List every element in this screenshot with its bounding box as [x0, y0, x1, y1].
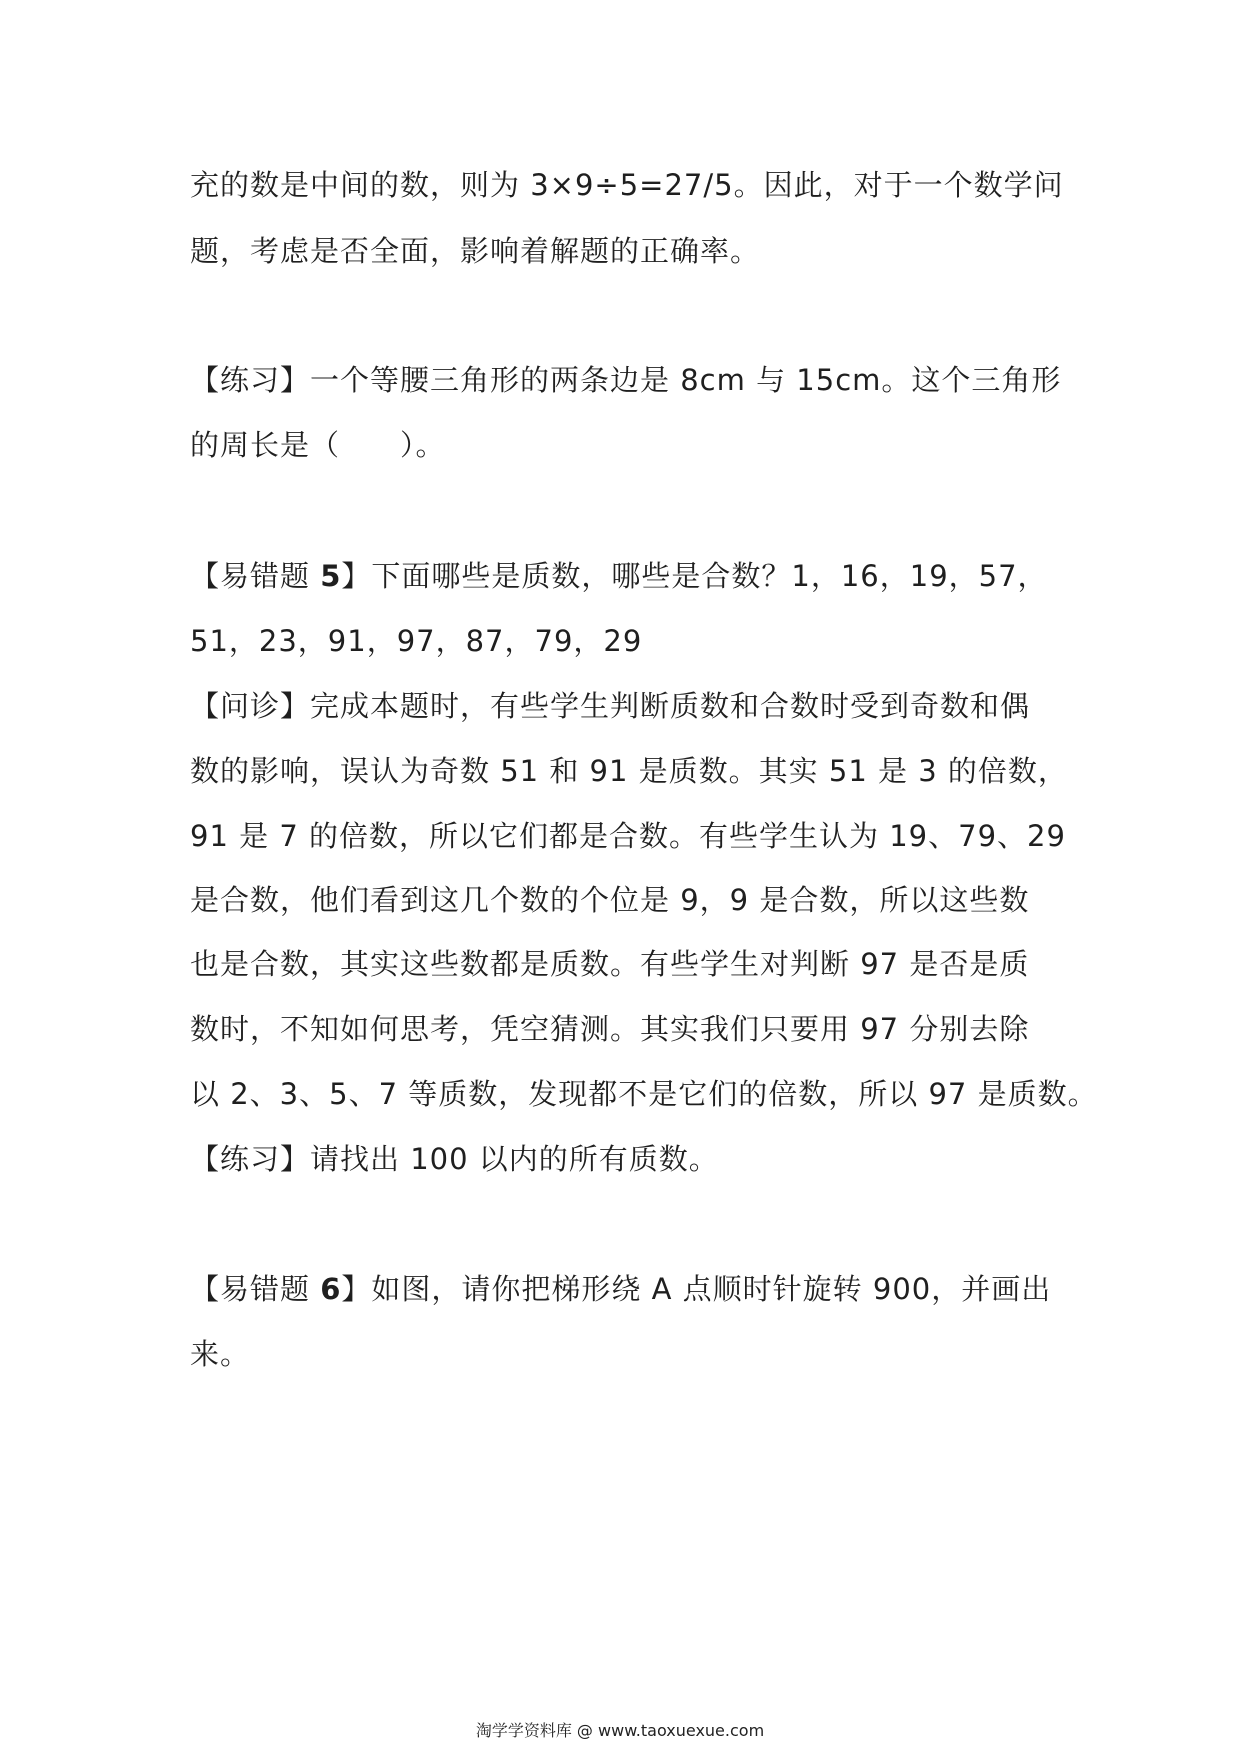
practice-1-line-2: 的周长是（ ）。	[190, 428, 446, 462]
practice-2-line-1: 【练习】请找出 100 以内的所有质数。	[190, 1142, 719, 1176]
paragraph-1-line-1: 充的数是中间的数，则为 3×9÷5=27/5。因此，对于一个数学问	[190, 168, 1064, 202]
diagnosis-line-5: 也是合数，其实这些数都是质数。有些学生对判断 97 是否是质	[190, 947, 1030, 981]
diagnosis-line-4: 是合数，他们看到这几个数的个位是 9，9 是合数，所以这些数	[190, 883, 1030, 917]
diagnosis-line-1: 【问诊】完成本题时，有些学生判断质数和合数时受到奇数和偶	[190, 689, 1031, 723]
diagnosis-line-2: 数的影响，误认为奇数 51 和 91 是质数。其实 51 是 3 的倍数，	[190, 754, 1068, 788]
error-question-6-line-1	[190, 1269, 1051, 1309]
paragraph-1-line-2: 题，考虑是否全面，影响着解题的正确率。	[190, 234, 761, 268]
practice-1-line-1: 【练习】一个等腰三角形的两条边是 8cm 与 15cm。这个三角形	[190, 363, 1062, 397]
error-question-5-prefix: 【易错题	[190, 559, 321, 593]
footer-watermark: 淘学学资料库 @ www.taoxuexue.com	[475, 1721, 765, 1740]
diagnosis-line-6: 数时，不知如何思考，凭空猜测。其实我们只要用 97 分别去除	[190, 1012, 1030, 1046]
error-question-6-prefix: 【易错题	[190, 1272, 321, 1306]
error-question-6-text: 】如图，请你把梯形绕 A 点顺时针旋转 900，并画出	[341, 1272, 1052, 1306]
error-question-5-line-2: 51，23，91，97，87，79，29	[190, 624, 643, 658]
diagnosis-line-7: 以 2、3、5、7 等质数，发现都不是它们的倍数，所以 97 是质数。	[190, 1077, 1098, 1111]
error-question-5-line-1	[190, 556, 1048, 596]
error-question-6-number: 6	[320, 1272, 342, 1306]
diagnosis-line-3: 91 是 7 的倍数，所以它们都是合数。有些学生认为 19、79、29	[190, 819, 1066, 853]
error-question-6-line-2: 来。	[190, 1337, 251, 1371]
error-question-5-number: 5	[320, 559, 342, 593]
error-question-5-text: 】下面哪些是质数，哪些是合数？1，16，19，57，	[341, 559, 1048, 593]
